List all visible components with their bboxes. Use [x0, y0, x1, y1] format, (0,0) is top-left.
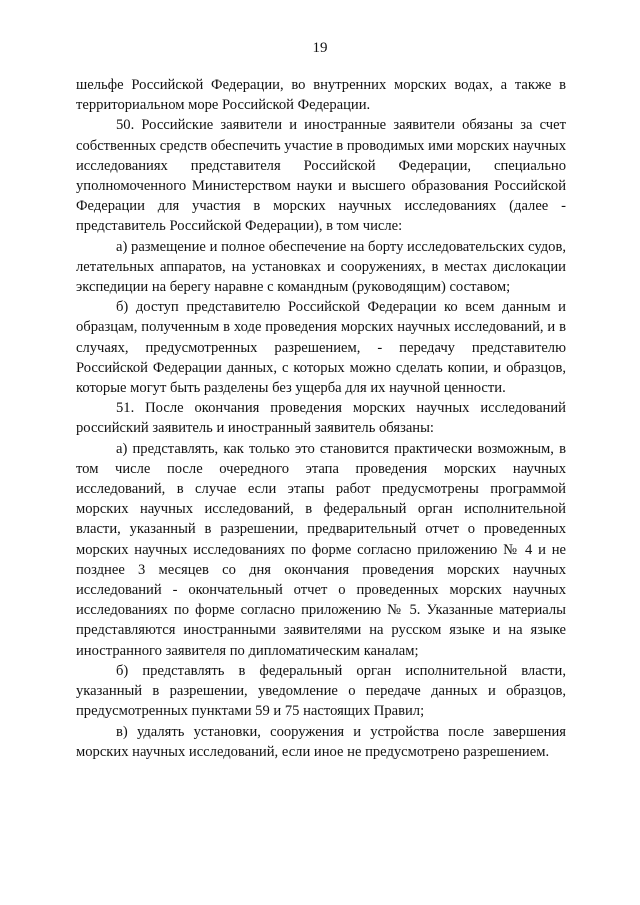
paragraph-subitem-51c: в) удалять установки, сооружения и устройства после завершения морских научных исследований, если иное не предусмотрено разрешением.: [76, 723, 566, 760]
paragraph-subitem-50a: а) размещение и полное обеспечение на борту исследовательских судов, летательных аппаратов, на установках и сооружениях, в местах дислокации экспедиции на берегу наравне с командным (руководящим) составом;: [76, 238, 566, 296]
page-number: 19: [312, 40, 328, 56]
paragraph-subitem-50b: б) доступ представителю Российской Федерации ко всем данным и образцам, полученным в ходе проведения морских научных исследований, и в случаях, предусмотренных разрешением, - передачу представителю Российской Федерации данных, с которых можно сделать копии, и образцов, которые могут быть разделены без ущерба для их научной ценности.: [76, 299, 566, 397]
paragraph-subitem-51b: б) представлять в федеральный орган исполнительной власти, указанный в разрешении, уведомление о передаче данных и образцов, предусмотренных пунктами 59 и 75 настоящих Правил;: [76, 662, 566, 720]
paragraph-item-50: 50. Российские заявители и иностранные заявители обязаны за счет собственных средств обеспечить участие в проводимых ими морских научных исследованиях представителя Российской Федерации, специально уполномоченного Министерством науки и высшего образования Российской Федерации для участия в морских научных исследованиях (далее - представитель Российской Федерации), в том числе:: [76, 117, 566, 235]
document-body: [76, 75, 566, 762]
paragraph-continuation: шельфе Российской Федерации, во внутренних морских водах, а также в территориальном море Российской Федерации.: [76, 77, 566, 114]
paragraph-subitem-51a: а) представлять, как только это становится практически возможным, в том числе после очередного этапа проведения морских научных исследований, в случае если этапы работ предусмотрены программой морских научных исследований, в федеральный орган исполнительной власти, указанный в разрешении, предварительный отчет о проведенных морских научных исследованиях по форме согласно приложению № 4 и не позднее 3 месяцев со дня окончания проведения морских научных исследований - окончательный отчет о проведенных морских научных исследованиях по форме согласно приложению № 5. Указанные материалы представляются иностранными заявителями на русском языке и на языке иностранного заявителя по дипломатическим каналам;: [76, 440, 566, 659]
paragraph-item-51: 51. После окончания проведения морских научных исследований российский заявитель и иностранный заявитель обязаны:: [76, 400, 566, 437]
